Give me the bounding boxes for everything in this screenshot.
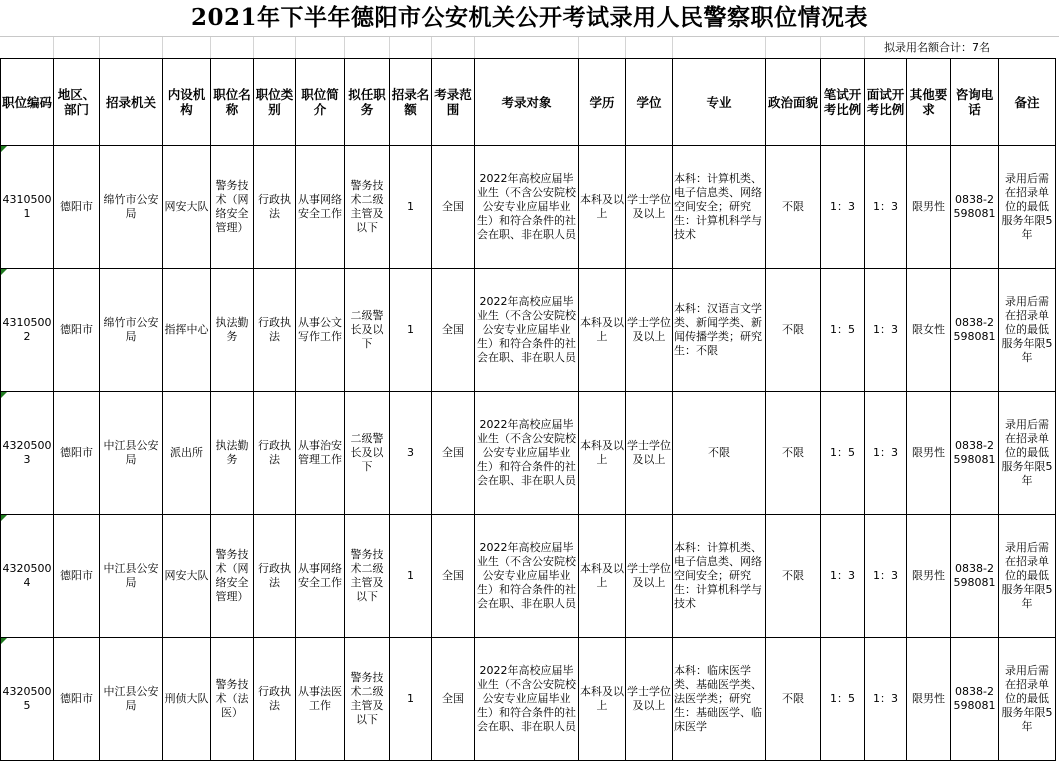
position-code: 43205003 bbox=[2, 439, 52, 466]
table-cell: 全国 bbox=[432, 392, 475, 515]
table-cell: 中江县公安局 bbox=[100, 392, 163, 515]
table-cell: 德阳市 bbox=[54, 515, 100, 638]
table-cell: 1：3 bbox=[821, 515, 865, 638]
table-cell: 1：5 bbox=[821, 392, 865, 515]
table-cell: 录用后需在招录单位的最低服务年限5年 bbox=[999, 638, 1056, 761]
grid-line bbox=[672, 37, 673, 59]
table-cell: 1：3 bbox=[865, 392, 907, 515]
header-cell: 职位编码 bbox=[1, 59, 54, 146]
header-cell: 咨询电话 bbox=[951, 59, 999, 146]
grid-line bbox=[474, 37, 475, 59]
table-cell: 从事网络安全工作 bbox=[296, 146, 345, 269]
grid-line bbox=[389, 37, 390, 59]
table-cell: 录用后需在招录单位的最低服务年限5年 bbox=[999, 146, 1056, 269]
grid-line bbox=[253, 37, 254, 59]
table-cell: 警务技术二级主管及以下 bbox=[345, 638, 390, 761]
table-cell: 1：5 bbox=[821, 638, 865, 761]
table-cell: 派出所 bbox=[163, 392, 211, 515]
positions-table bbox=[0, 58, 1056, 761]
table-cell: 绵竹市公安局 bbox=[100, 269, 163, 392]
table-cell: 本科及以上 bbox=[579, 515, 626, 638]
table-cell: 本科及以上 bbox=[579, 146, 626, 269]
table-cell: 全国 bbox=[432, 515, 475, 638]
cell-corner-mark bbox=[1, 638, 7, 644]
table-cell: 行政执法 bbox=[254, 146, 296, 269]
table-cell: 限男性 bbox=[907, 638, 951, 761]
table-row bbox=[1, 638, 1056, 761]
table-cell: 2022年高校应届毕业生（不含公安院校公安专业应届毕业生）和符合条件的社会在职、非在职人员 bbox=[475, 515, 579, 638]
cell-corner-mark bbox=[1, 515, 7, 521]
grid-line bbox=[53, 37, 54, 59]
grid-line bbox=[765, 37, 766, 59]
table-cell: 中江县公安局 bbox=[100, 638, 163, 761]
table-cell: 本科及以上 bbox=[579, 392, 626, 515]
table-cell: 行政执法 bbox=[254, 638, 296, 761]
table-cell: 学士学位及以上 bbox=[626, 146, 673, 269]
table-cell: 警务技术（网络安全管理） bbox=[211, 515, 254, 638]
header-cell: 考录范围 bbox=[432, 59, 475, 146]
cell-corner-mark bbox=[1, 269, 7, 275]
table-cell: 绵竹市公安局 bbox=[100, 146, 163, 269]
grid-line bbox=[864, 37, 865, 59]
quota-total: 拟录用名额合计：7名 bbox=[884, 41, 990, 54]
table-cell: 执法勤务 bbox=[211, 269, 254, 392]
table-cell: 从事网络安全工作 bbox=[296, 515, 345, 638]
table-cell: 2022年高校应届毕业生（不含公安院校公安专业应届毕业生）和符合条件的社会在职、非在职人员 bbox=[475, 638, 579, 761]
table-cell: 1：3 bbox=[821, 146, 865, 269]
table-row bbox=[1, 146, 1056, 269]
table-cell: 网安大队 bbox=[163, 515, 211, 638]
grid-line bbox=[295, 37, 296, 59]
table-cell: 0838-2598081 bbox=[951, 392, 999, 515]
table-cell: 录用后需在招录单位的最低服务年限5年 bbox=[999, 515, 1056, 638]
header-cell: 考录对象 bbox=[475, 59, 579, 146]
table-cell: 1 bbox=[390, 638, 432, 761]
table-cell: 2022年高校应届毕业生（不含公安院校公安专业应届毕业生）和符合条件的社会在职、非在职人员 bbox=[475, 392, 579, 515]
header-cell: 专业 bbox=[673, 59, 766, 146]
table-cell: 本科：计算机类、电子信息类、网络空间安全；研究生：计算机科学与技术 bbox=[673, 146, 766, 269]
cell-corner-mark bbox=[1, 146, 7, 152]
table-cell: 德阳市 bbox=[54, 392, 100, 515]
position-code-cell bbox=[1, 146, 54, 269]
table-cell: 本科：计算机类、电子信息类、网络空间安全；研究生：计算机科学与技术 bbox=[673, 515, 766, 638]
header-cell: 面试开考比例 bbox=[865, 59, 907, 146]
table-cell: 限女性 bbox=[907, 269, 951, 392]
table-cell: 3 bbox=[390, 392, 432, 515]
table-cell: 1：3 bbox=[865, 146, 907, 269]
table-cell: 本科及以上 bbox=[579, 269, 626, 392]
header-cell: 内设机构 bbox=[163, 59, 211, 146]
header-cell: 职位名称 bbox=[211, 59, 254, 146]
grid-line bbox=[625, 37, 626, 59]
table-cell: 执法勤务 bbox=[211, 392, 254, 515]
table-cell: 1 bbox=[390, 269, 432, 392]
table-cell: 本科：临床医学类、基础医学类、法医学类；研究生：基础医学、临床医学 bbox=[673, 638, 766, 761]
header-cell: 政治面貌 bbox=[766, 59, 821, 146]
table-cell: 警务技术二级主管及以下 bbox=[345, 146, 390, 269]
table-cell: 指挥中心 bbox=[163, 269, 211, 392]
table-cell: 学士学位及以上 bbox=[626, 392, 673, 515]
table-cell: 本科及以上 bbox=[579, 638, 626, 761]
table-cell: 1：3 bbox=[865, 269, 907, 392]
table-cell: 2022年高校应届毕业生（不含公安院校公安专业应届毕业生）和符合条件的社会在职、非在职人员 bbox=[475, 146, 579, 269]
table-cell: 行政执法 bbox=[254, 392, 296, 515]
table-cell: 网安大队 bbox=[163, 146, 211, 269]
header-cell: 拟任职务 bbox=[345, 59, 390, 146]
table-cell: 行政执法 bbox=[254, 515, 296, 638]
table-cell: 不限 bbox=[766, 146, 821, 269]
page-title: 2021年下半年德阳市公安机关公开考试录用人民警察职位情况表 bbox=[190, 4, 868, 31]
table-cell: 德阳市 bbox=[54, 146, 100, 269]
position-code-cell bbox=[1, 269, 54, 392]
position-code: 43105002 bbox=[2, 316, 52, 343]
table-row bbox=[1, 515, 1056, 638]
summary-row bbox=[0, 36, 1059, 59]
table-cell: 不限 bbox=[673, 392, 766, 515]
table-body bbox=[1, 146, 1056, 761]
table-cell: 限男性 bbox=[907, 146, 951, 269]
table-cell: 从事法医工作 bbox=[296, 638, 345, 761]
grid-line bbox=[820, 37, 821, 59]
table-cell: 不限 bbox=[766, 638, 821, 761]
table-cell: 刑侦大队 bbox=[163, 638, 211, 761]
table-cell: 1：3 bbox=[865, 638, 907, 761]
table-cell: 不限 bbox=[766, 392, 821, 515]
table-cell: 学士学位及以上 bbox=[626, 269, 673, 392]
table-cell: 0838-2598081 bbox=[951, 146, 999, 269]
grid-line bbox=[344, 37, 345, 59]
table-cell: 二级警长及以下 bbox=[345, 392, 390, 515]
table-cell: 警务技术（法医） bbox=[211, 638, 254, 761]
header-cell: 职位类别 bbox=[254, 59, 296, 146]
grid-line bbox=[431, 37, 432, 59]
table-header-row bbox=[1, 59, 1056, 146]
grid-line bbox=[210, 37, 211, 59]
table-cell: 全国 bbox=[432, 269, 475, 392]
table-cell: 本科：汉语言文学类、新闻学类、新闻传播学类；研究生：不限 bbox=[673, 269, 766, 392]
header-cell: 招录名额 bbox=[390, 59, 432, 146]
table-cell: 从事治安管理工作 bbox=[296, 392, 345, 515]
position-code-cell bbox=[1, 392, 54, 515]
grid-line bbox=[99, 37, 100, 59]
table-cell: 1：3 bbox=[865, 515, 907, 638]
header-cell: 地区、部门 bbox=[54, 59, 100, 146]
header-cell: 笔试开考比例 bbox=[821, 59, 865, 146]
table-cell: 录用后需在招录单位的最低服务年限5年 bbox=[999, 269, 1056, 392]
cell-corner-mark bbox=[1, 392, 7, 398]
table-row bbox=[1, 392, 1056, 515]
header-cell: 学历 bbox=[579, 59, 626, 146]
table-cell: 限男性 bbox=[907, 392, 951, 515]
table-cell: 中江县公安局 bbox=[100, 515, 163, 638]
table-cell: 二级警长及以下 bbox=[345, 269, 390, 392]
table-cell: 0838-2598081 bbox=[951, 515, 999, 638]
header-cell: 学位 bbox=[626, 59, 673, 146]
table-cell: 全国 bbox=[432, 146, 475, 269]
position-code-cell bbox=[1, 515, 54, 638]
header-cell: 其他要求 bbox=[907, 59, 951, 146]
table-cell: 不限 bbox=[766, 269, 821, 392]
header-cell: 职位简介 bbox=[296, 59, 345, 146]
header-cell: 招录机关 bbox=[100, 59, 163, 146]
table-cell: 全国 bbox=[432, 638, 475, 761]
table-cell: 0838-2598081 bbox=[951, 638, 999, 761]
table-cell: 德阳市 bbox=[54, 269, 100, 392]
grid-line bbox=[578, 37, 579, 59]
table-cell: 2022年高校应届毕业生（不含公安院校公安专业应届毕业生）和符合条件的社会在职、非在职人员 bbox=[475, 269, 579, 392]
table-cell: 1 bbox=[390, 146, 432, 269]
table-cell: 不限 bbox=[766, 515, 821, 638]
header-cell: 备注 bbox=[999, 59, 1056, 146]
position-code: 43105001 bbox=[2, 193, 52, 220]
table-cell: 行政执法 bbox=[254, 269, 296, 392]
table-cell: 1 bbox=[390, 515, 432, 638]
position-code: 43205005 bbox=[2, 685, 52, 712]
table-cell: 录用后需在招录单位的最低服务年限5年 bbox=[999, 392, 1056, 515]
table-cell: 警务技术二级主管及以下 bbox=[345, 515, 390, 638]
position-code-cell bbox=[1, 638, 54, 761]
grid-line bbox=[162, 37, 163, 59]
table-cell: 从事公文写作工作 bbox=[296, 269, 345, 392]
table-cell: 0838-2598081 bbox=[951, 269, 999, 392]
table-cell: 学士学位及以上 bbox=[626, 638, 673, 761]
table-cell: 警务技术（网络安全管理） bbox=[211, 146, 254, 269]
position-code: 43205004 bbox=[2, 562, 52, 589]
table-cell: 德阳市 bbox=[54, 638, 100, 761]
table-cell: 学士学位及以上 bbox=[626, 515, 673, 638]
table-cell: 限男性 bbox=[907, 515, 951, 638]
table-cell: 1：5 bbox=[821, 269, 865, 392]
table-row bbox=[1, 269, 1056, 392]
